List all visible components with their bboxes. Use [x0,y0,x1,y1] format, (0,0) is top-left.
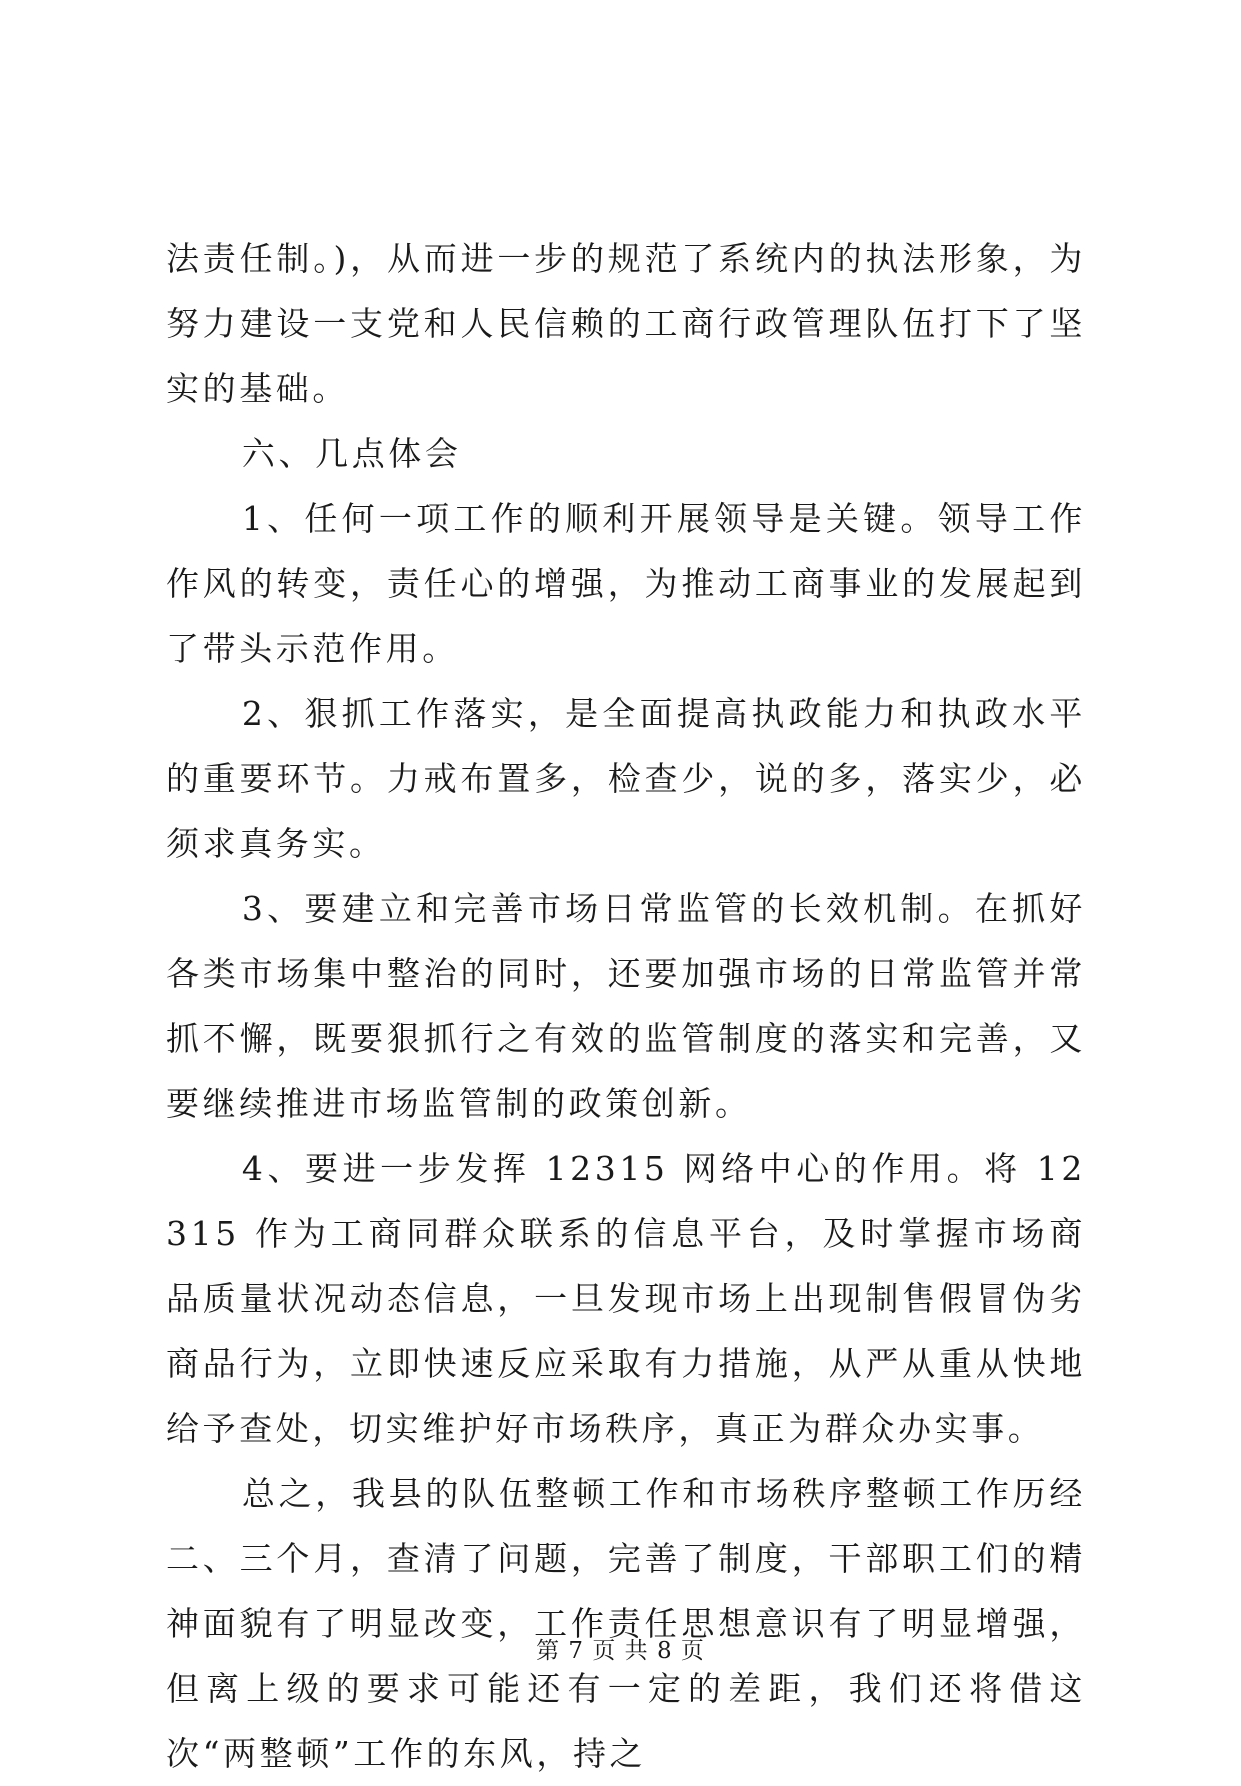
paragraph-continuation: 法责任制。)，从而进一步的规范了系统内的执法形象，为努力建设一支党和人民信赖的工商行政管理队伍打下了坚实的基础。 [166,239,1086,408]
paragraph-point-3: 3、要建立和完善市场日常监管的长效机制。在抓好各类市场集中整治的同时，还要加强市场的日常监管并常抓不懈，既要狠抓行之有效的监管制度的落实和完善，又要继续推进市场监管制的政策创新。 [166,889,1086,1123]
paragraph-point-4: 4、要进一步发挥 12315 网络中心的作用。将 12315 作为工商同群众联系的信息平台，及时掌握市场商品质量状况动态信息，一旦发现市场上出现制售假冒伪劣商品行为，立即快速反应采取有力措施，从严从重从快地给予查处，切实维护好市场秩序，真正为群众办实事。 [166,1149,1086,1448]
paragraph-summary: 总之，我县的队伍整顿工作和市场秩序整顿工作历经二、三个月，查清了问题，完善了制度，干部职工们的精神面貌有了明显改变，工作责任思想意识有了明显增强，但离上级的要求可能还有一定的差距，我们还将借这次“两整顿”工作的东风，持之 [166,1474,1086,1773]
section-heading-experience: 六、几点体会 [241,434,462,473]
page-number-footer: 第 7 页 共 8 页 [536,1638,705,1664]
paragraph-point-1: 1、任何一项工作的顺利开展领导是关键。领导工作作风的转变，责任心的增强，为推动工商事业的发展起到了带头示范作用。 [166,499,1086,668]
document-body [166,226,1086,1786]
paragraph-point-2: 2、狠抓工作落实，是全面提高执政能力和执政水平的重要环节。力戒布置多，检查少，说的多，落实少，必须求真务实。 [166,694,1086,863]
